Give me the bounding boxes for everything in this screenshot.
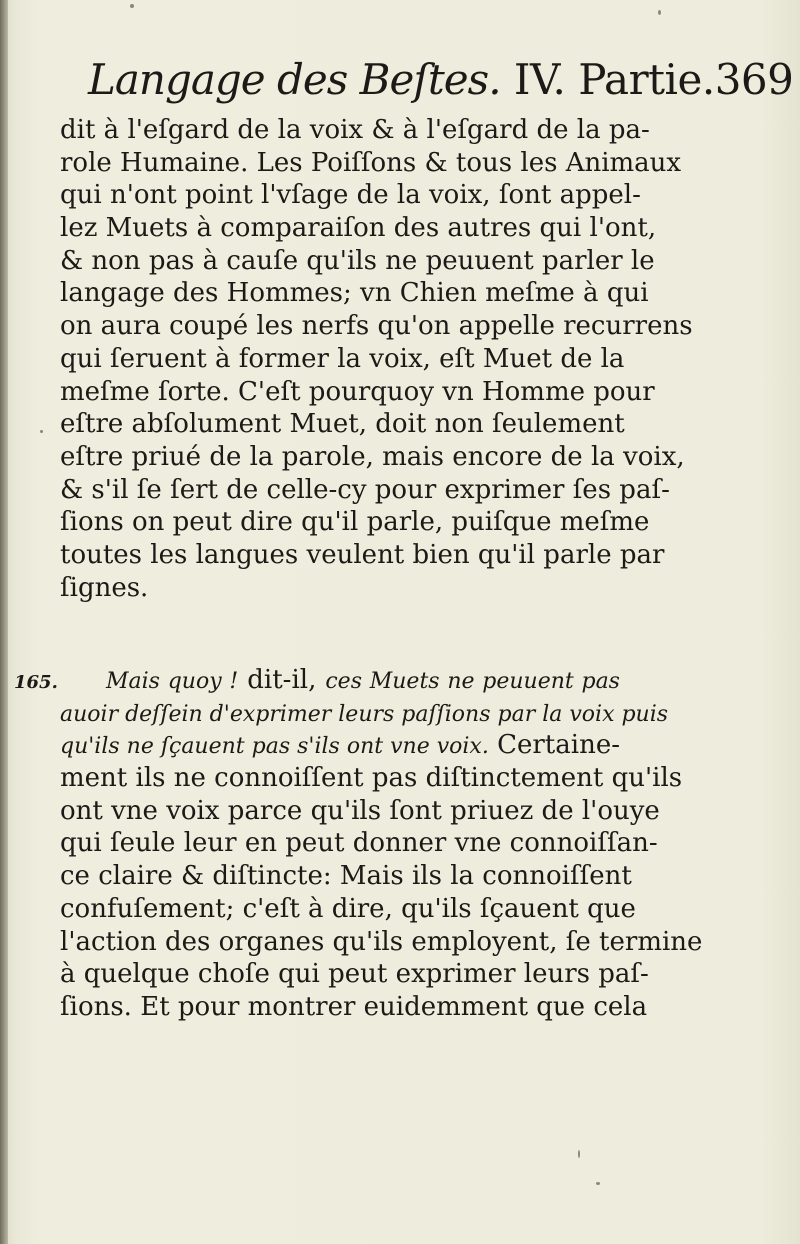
paper-speck <box>40 430 43 433</box>
text-line: ment ils ne connoiſſent pas diſtinctement qu'ils <box>60 763 683 794</box>
text-line: on aura coupé les nerfs qu'on appelle recurrens <box>60 311 693 342</box>
paper-speck <box>130 4 134 8</box>
text-line: ſignes. <box>60 572 149 603</box>
page-number: 369 <box>714 55 794 104</box>
page-gutter <box>0 0 8 1244</box>
italic-quote: ces Muets ne peuuent pas <box>325 669 620 694</box>
text-line: confuſement; c'eſt à dire, qu'ils ſçauent que <box>60 893 636 924</box>
paragraph-2 <box>60 664 703 1024</box>
running-title: Langage des Beſtes. <box>88 55 501 104</box>
italic-quote: qu'ils ne ſçauent pas s'ils ont vne voix. <box>60 734 489 760</box>
text-line: l'action des organes qu'ils employent, ſe termine <box>60 926 703 957</box>
text-line: role Humaine. Les Poiſſons & tous les Animaux <box>60 147 682 178</box>
text-line <box>60 664 620 697</box>
part-label: IV. Partie. <box>513 55 715 104</box>
text-line: ce claire & diſtincte: Mais ils la connoiſſent <box>60 861 632 892</box>
text-line: toutes les langues veulent bien qu'il parle par <box>60 539 665 570</box>
text-line: & non pas à cauſe qu'ils ne peuuent parler le <box>60 245 655 276</box>
roman-text: Certaine- <box>488 730 620 761</box>
text-line: qui ſeule leur en peut donner vne connoiſſan- <box>60 828 658 859</box>
text-line: ſions on peut dire qu'il parle, puiſque meſme <box>60 507 650 538</box>
italic-quote: Mais quoy ! <box>106 669 239 694</box>
roman-text: dit-il, <box>238 665 326 695</box>
text-line: qui n'ont point l'vſage de la voix, ſont appel- <box>60 180 641 211</box>
text-line: ſions. Et pour montrer euidemment que cela <box>60 991 648 1022</box>
text-line <box>60 697 669 730</box>
running-head <box>88 52 794 108</box>
text-line: eſtre priué de la parole, mais encore de la voix, <box>60 441 685 472</box>
text-line <box>60 729 620 762</box>
text-line: à quelque choſe qui peut exprimer leurs paſ- <box>60 959 649 990</box>
margin-note: 165. <box>14 672 58 693</box>
text-line: meſme ſorte. C'eſt pourquoy vn Homme pour <box>60 376 655 407</box>
text-line: & s'il ſe ſert de celle-cy pour exprimer ſes paſ- <box>60 474 670 505</box>
paper-speck <box>578 1150 580 1158</box>
text-line: langage des Hommes; vn Chien meſme à qui <box>60 278 649 309</box>
text-line: eſtre abſolument Muet, doit non ſeulement <box>60 409 625 440</box>
text-line: lez Muets à comparaiſon des autres qui l'ont, <box>60 213 657 244</box>
text-line: ont vne voix parce qu'ils ſont priuez de l'ouye <box>60 795 660 826</box>
paper-speck <box>658 10 661 15</box>
italic-quote: auoir deſſein d'exprimer leurs paſſions par la voix puis <box>60 701 669 727</box>
paragraph-1 <box>60 114 693 604</box>
text-line: dit à l'eſgard de la voix & à l'eſgard de la pa- <box>60 115 650 145</box>
paper-speck <box>596 1182 600 1185</box>
text-line: qui ſeruent à former la voix, eſt Muet de la <box>60 343 625 374</box>
